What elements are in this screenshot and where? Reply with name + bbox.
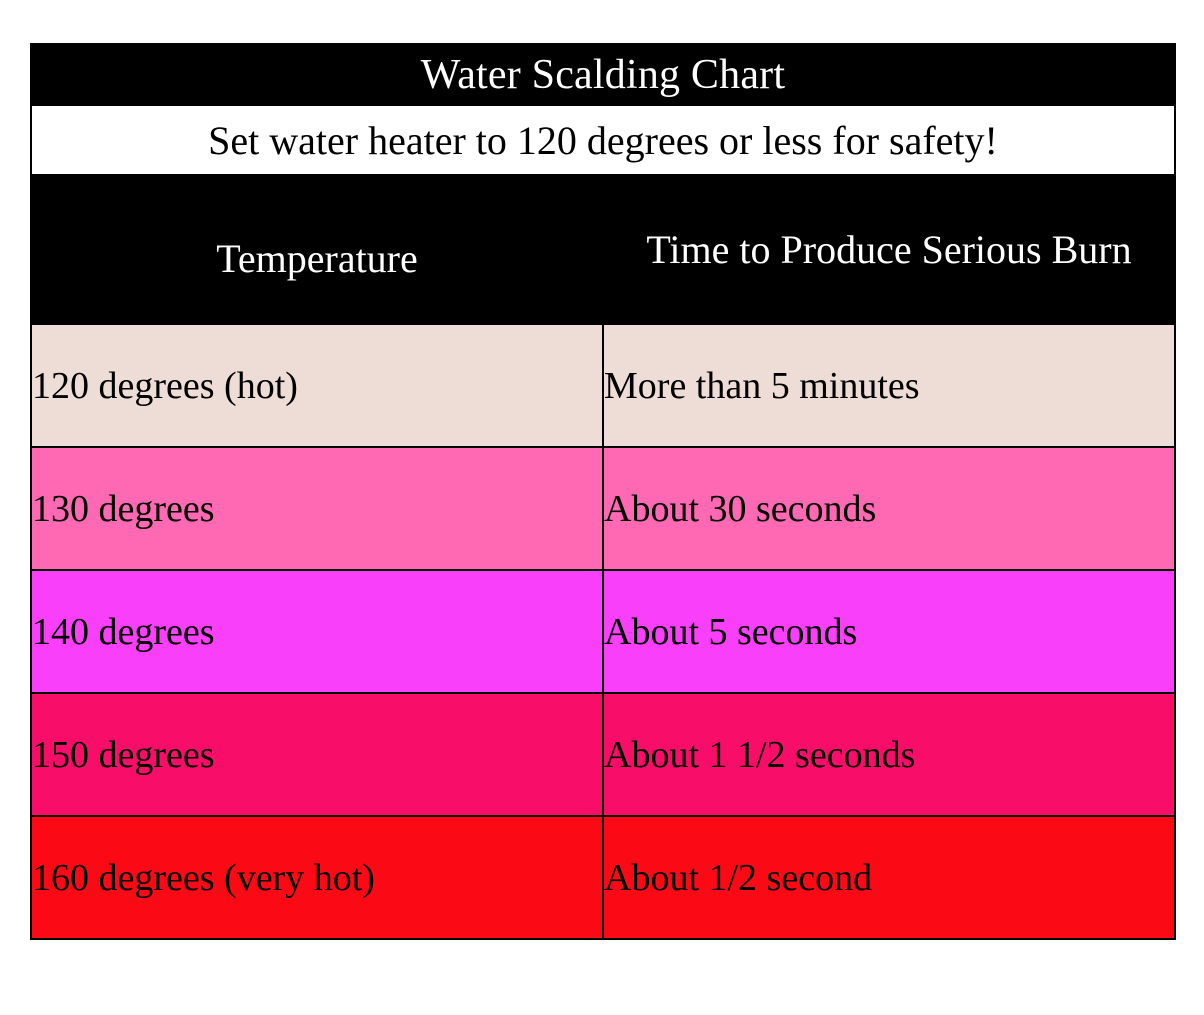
cell-temperature: 130 degrees — [31, 447, 603, 570]
column-header-temperature: Temperature — [31, 175, 603, 324]
table-row — [31, 693, 1175, 816]
column-header-time: Time to Produce Serious Burn — [603, 175, 1175, 324]
cell-temperature: 160 degrees (very hot) — [31, 816, 603, 939]
table-row — [31, 447, 1175, 570]
cell-temperature: 150 degrees — [31, 693, 603, 816]
chart-subtitle: Set water heater to 120 degrees or less for safety! — [31, 105, 1175, 175]
header-row — [31, 175, 1175, 324]
chart-title: Water Scalding Chart — [31, 44, 1175, 105]
cell-time: About 30 seconds — [603, 447, 1175, 570]
table-row — [31, 324, 1175, 447]
cell-time: More than 5 minutes — [603, 324, 1175, 447]
title-row — [31, 44, 1175, 105]
scalding-table — [30, 43, 1176, 940]
cell-time: About 1/2 second — [603, 816, 1175, 939]
water-scalding-chart — [30, 43, 1176, 956]
cell-temperature: 120 degrees (hot) — [31, 324, 603, 447]
table-row — [31, 816, 1175, 939]
cell-time: About 5 seconds — [603, 570, 1175, 693]
subtitle-row — [31, 105, 1175, 175]
table-row — [31, 570, 1175, 693]
cell-temperature: 140 degrees — [31, 570, 603, 693]
cell-time: About 1 1/2 seconds — [603, 693, 1175, 816]
